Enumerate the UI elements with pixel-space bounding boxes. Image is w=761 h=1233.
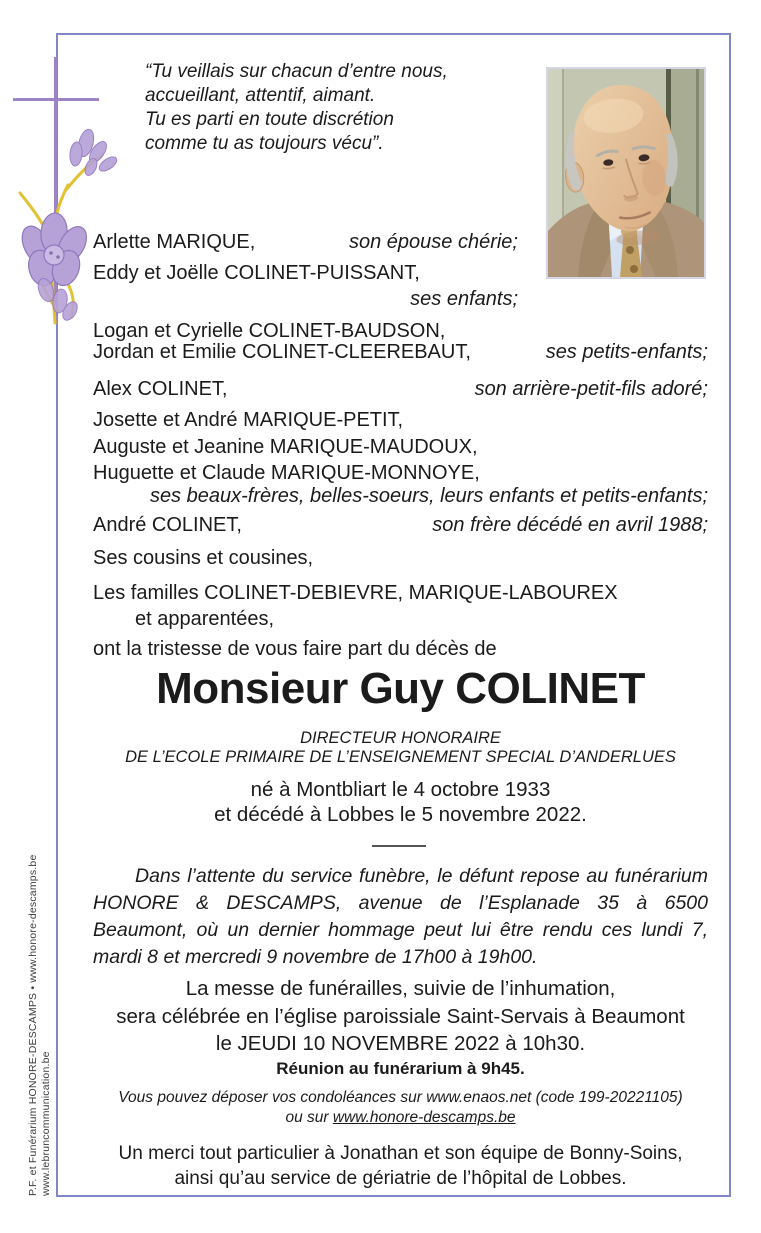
family-row <box>93 485 708 508</box>
flower-buds-top <box>69 128 119 178</box>
family-row <box>93 409 708 432</box>
family-row <box>93 320 708 343</box>
condolences-block <box>93 1088 708 1128</box>
cross-icon-bar <box>13 98 99 101</box>
portrait-photo <box>546 67 706 279</box>
family-row <box>93 378 708 401</box>
funeral-home-url: www.honore-descamps.be <box>332 1109 516 1126</box>
family-name: Auguste et Jeanine MARIQUE-MAUDOUX, <box>93 436 478 458</box>
family-relation: son arrière-petit-fils adoré; <box>474 378 708 400</box>
deceased-name: Monsieur Guy COLINET <box>156 664 645 713</box>
condolences-prefix: ou sur <box>285 1109 333 1126</box>
announcement-line <box>93 638 708 661</box>
wake-paragraph: Dans l’attente du service funèbre, le défunt repose au funérarium HONORE & DESCAMPS, avenue de l’Esplanade 35 à 6500 Beaumont, où un dernier hommage peut lui être rendu ces lundi 7, mardi 8 et mercredi 9 novembre de 17h00 à 19h00. <box>93 865 708 968</box>
family-name: Jordan et Emilie COLINET-CLEEREBAUT, <box>93 341 471 363</box>
sidebar-credits <box>27 855 53 1196</box>
family-row <box>93 582 708 605</box>
section-divider <box>372 845 426 847</box>
announcement-text: ont la tristesse de vous faire part du décès de <box>93 638 497 660</box>
family-name: Les familles COLINET-DEBIEVRE, MARIQUE-LABOUREX <box>93 582 618 604</box>
family-relation: son frère décédé en avril 1988; <box>432 514 708 536</box>
flower-main-blossom <box>17 212 93 289</box>
freesia-flowers-illustration <box>8 105 123 325</box>
quote-line: comme tu as toujours vécu”. <box>145 133 384 154</box>
death-line: et décédé à Lobbes le 5 novembre 2022. <box>214 803 587 826</box>
service-line: sera célébrée en l’église paroissiale Saint-Servais à Beaumont <box>116 1004 685 1028</box>
funeral-home-credit: P.F. et Funérarium HONORE-DESCAMPS • www.honore-descamps.be <box>27 854 39 1196</box>
service-line: le JEUDI 10 NOVEMBRE 2022 à 10h30. <box>215 1032 586 1055</box>
birth-line: né à Montbliart le 4 octobre 1933 <box>250 778 551 801</box>
condolences-line2 <box>93 1108 708 1128</box>
print-credit: www.lebruncommunication.be <box>40 1051 52 1196</box>
quote-line: accueillant, attentif, aimant. <box>145 85 376 106</box>
deceased-title-line2: DE L’ECOLE PRIMAIRE DE L’ENSEIGNEMENT SPECIAL D’ANDERLUES <box>125 748 676 766</box>
quote-line: Tu es parti en toute discrétion <box>145 109 394 130</box>
family-row <box>93 514 708 537</box>
family-row <box>93 547 708 570</box>
quote-line: “Tu veillais sur chacun d’entre nous, <box>145 61 448 82</box>
service-details <box>93 975 708 1058</box>
family-row <box>93 341 708 364</box>
family-name: André COLINET, <box>93 514 242 536</box>
meeting-line: Réunion au funérarium à 9h45. <box>276 1059 525 1078</box>
family-row <box>93 462 708 485</box>
family-relation: son épouse chérie; <box>348 231 518 253</box>
family-row <box>93 436 708 459</box>
thanks-line1: Un merci tout particulier à Jonathan et son équipe de Bonny-Soins, <box>118 1143 683 1164</box>
family-name: Arlette MARIQUE, <box>93 231 256 253</box>
family-relation: ses beaux-frères, belles-soeurs, leurs enfants et petits-enfants; <box>149 485 708 507</box>
memorial-quote <box>145 60 448 156</box>
deceased-title-line1: DIRECTEUR HONORAIRE <box>300 729 501 747</box>
thanks-line2: ainsi qu’au service de gériatrie de l’hôpital de Lobbes. <box>174 1168 627 1189</box>
family-name: Huguette et Claude MARIQUE-MONNOYE, <box>93 462 480 484</box>
family-name: Alex COLINET, <box>93 378 228 400</box>
family-row <box>93 608 708 631</box>
family-name: Logan et Cyrielle COLINET-BAUDSON, <box>93 320 446 342</box>
family-relation: ses enfants; <box>410 288 518 310</box>
family-row <box>93 288 708 311</box>
family-name: et apparentées, <box>135 608 274 630</box>
family-name: Josette et André MARIQUE-PETIT, <box>93 409 404 431</box>
thanks-block <box>93 1141 708 1191</box>
service-line: La messe de funérailles, suivie de l’inhumation, <box>185 977 616 1000</box>
condolences-line1: Vous pouvez déposer vos condoléances sur www.enaos.net (code 199-20221105) <box>118 1089 683 1106</box>
family-relation: ses petits-enfants; <box>545 341 708 363</box>
family-name: Eddy et Joëlle COLINET-PUISSANT, <box>93 262 420 284</box>
family-name: Ses cousins et cousines, <box>93 547 314 569</box>
